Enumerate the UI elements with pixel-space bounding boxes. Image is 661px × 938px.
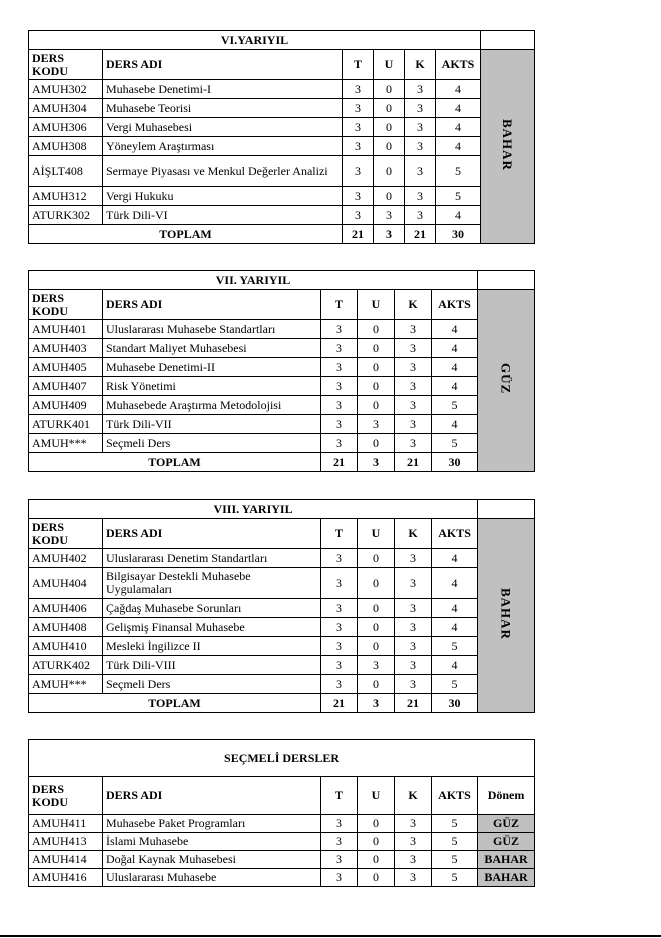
course-u: 0	[358, 377, 395, 396]
course-akts: 4	[432, 358, 478, 377]
course-t: 3	[343, 187, 374, 206]
course-k: 3	[405, 80, 436, 99]
course-k: 3	[395, 815, 432, 833]
header-name: DERS ADI	[103, 519, 321, 549]
course-t: 3	[321, 549, 358, 568]
course-name: Sermaye Piyasası ve Menkul Değerler Analizi	[103, 156, 343, 187]
course-akts: 4	[432, 656, 478, 675]
course-u: 0	[358, 358, 395, 377]
electives-table	[28, 739, 535, 887]
table-row	[29, 377, 535, 396]
course-u: 0	[358, 549, 395, 568]
course-k: 3	[405, 156, 436, 187]
table-row	[29, 339, 535, 358]
course-name: Muhasebe Denetimi-I	[103, 80, 343, 99]
header-donem: Dönem	[478, 777, 535, 815]
header-u: U	[358, 519, 395, 549]
header-u: U	[358, 777, 395, 815]
table-row	[29, 434, 535, 453]
course-t: 3	[343, 80, 374, 99]
course-t: 3	[321, 320, 358, 339]
course-t: 3	[321, 637, 358, 656]
course-k: 3	[395, 415, 432, 434]
course-name: İslami Muhasebe	[103, 833, 321, 851]
course-name: Uluslararası Muhasebe Standartları	[103, 320, 321, 339]
course-k: 3	[395, 396, 432, 415]
course-name: Türk Dili-VIII	[103, 656, 321, 675]
course-k: 3	[395, 637, 432, 656]
course-code: AMUH302	[29, 80, 103, 99]
table-row	[29, 869, 535, 887]
course-akts: 4	[432, 339, 478, 358]
header-t: T	[321, 777, 358, 815]
course-t: 3	[321, 358, 358, 377]
semester-8-table	[28, 499, 535, 713]
course-code: AMUH416	[29, 869, 103, 887]
course-k: 3	[395, 320, 432, 339]
header-u: U	[358, 290, 395, 320]
course-code: AMUH414	[29, 851, 103, 869]
total-t: 21	[321, 453, 358, 472]
total-u: 3	[358, 694, 395, 713]
course-u: 0	[374, 187, 405, 206]
table-row	[29, 618, 535, 637]
course-name: Muhasebe Denetimi-II	[103, 358, 321, 377]
season-label: BAHAR	[481, 50, 535, 244]
total-akts: 30	[436, 225, 481, 244]
total-row	[29, 694, 535, 713]
course-akts: 4	[432, 618, 478, 637]
course-code: AMUH304	[29, 99, 103, 118]
course-u: 0	[358, 568, 395, 599]
course-k: 3	[395, 618, 432, 637]
course-akts: 5	[436, 156, 481, 187]
semester-7-table	[28, 270, 535, 472]
electives-title: SEÇMELİ DERSLER	[29, 740, 535, 777]
course-code: AMUH410	[29, 637, 103, 656]
course-u: 3	[374, 206, 405, 225]
total-t: 21	[343, 225, 374, 244]
course-akts: 5	[432, 396, 478, 415]
course-donem: GÜZ	[478, 833, 535, 851]
header-k: K	[395, 519, 432, 549]
total-akts: 30	[432, 694, 478, 713]
course-name: Bilgisayar Destekli Muhasebe Uygulamaları	[103, 568, 321, 599]
total-u: 3	[374, 225, 405, 244]
course-u: 0	[358, 339, 395, 358]
course-t: 3	[321, 833, 358, 851]
table-row	[29, 815, 535, 833]
course-u: 3	[358, 656, 395, 675]
table-row	[29, 320, 535, 339]
course-code: AMUH312	[29, 187, 103, 206]
table-row	[29, 396, 535, 415]
course-name: Mesleki İngilizce II	[103, 637, 321, 656]
course-u: 0	[358, 434, 395, 453]
header-akts: AKTS	[432, 777, 478, 815]
course-t: 3	[321, 599, 358, 618]
course-akts: 4	[436, 137, 481, 156]
total-akts: 30	[432, 453, 478, 472]
course-t: 3	[321, 675, 358, 694]
course-k: 3	[395, 833, 432, 851]
course-u: 0	[374, 80, 405, 99]
header-k: K	[405, 50, 436, 80]
course-t: 3	[321, 396, 358, 415]
table-row	[29, 675, 535, 694]
page-bottom-rule	[0, 935, 661, 937]
course-code: AMUH***	[29, 675, 103, 694]
course-name: Doğal Kaynak Muhasebesi	[103, 851, 321, 869]
course-t: 3	[321, 434, 358, 453]
course-k: 3	[395, 568, 432, 599]
course-u: 0	[358, 396, 395, 415]
course-t: 3	[321, 377, 358, 396]
total-label: TOPLAM	[29, 225, 343, 244]
table-row	[29, 549, 535, 568]
table-row	[29, 137, 535, 156]
course-code: ATURK402	[29, 656, 103, 675]
course-akts: 5	[432, 637, 478, 656]
season-label: GÜZ	[478, 290, 535, 472]
course-k: 3	[395, 549, 432, 568]
course-donem: GÜZ	[478, 815, 535, 833]
total-label: TOPLAM	[29, 694, 321, 713]
course-u: 0	[374, 99, 405, 118]
course-name: Standart Maliyet Muhasebesi	[103, 339, 321, 358]
course-k: 3	[395, 434, 432, 453]
table-row	[29, 568, 535, 599]
semester-8-title: VIII. YARIYIL	[29, 500, 478, 519]
course-akts: 4	[432, 549, 478, 568]
course-u: 0	[358, 815, 395, 833]
course-code: AMUH***	[29, 434, 103, 453]
course-k: 3	[395, 377, 432, 396]
total-row	[29, 453, 535, 472]
total-k: 21	[395, 694, 432, 713]
header-akts: AKTS	[432, 290, 478, 320]
course-u: 0	[358, 869, 395, 887]
course-name: Gelişmiş Finansal Muhasebe	[103, 618, 321, 637]
course-code: AMUH306	[29, 118, 103, 137]
course-t: 3	[343, 99, 374, 118]
course-akts: 5	[432, 833, 478, 851]
header-code: DERS KODU	[29, 519, 103, 549]
course-u: 0	[358, 833, 395, 851]
course-code: AMUH413	[29, 833, 103, 851]
table-row	[29, 851, 535, 869]
season-label: BAHAR	[478, 519, 535, 713]
header-t: T	[343, 50, 374, 80]
header-k: K	[395, 777, 432, 815]
course-akts: 4	[432, 415, 478, 434]
header-akts: AKTS	[436, 50, 481, 80]
header-t: T	[321, 290, 358, 320]
course-k: 3	[395, 358, 432, 377]
course-k: 3	[395, 869, 432, 887]
course-t: 3	[321, 568, 358, 599]
total-u: 3	[358, 453, 395, 472]
course-code: AMUH408	[29, 618, 103, 637]
course-u: 0	[374, 118, 405, 137]
course-name: Çağdaş Muhasebe Sorunları	[103, 599, 321, 618]
course-code: AMUH308	[29, 137, 103, 156]
course-t: 3	[321, 415, 358, 434]
course-name: Muhasebe Paket Programları	[103, 815, 321, 833]
course-k: 3	[405, 118, 436, 137]
course-t: 3	[321, 869, 358, 887]
course-code: AMUH409	[29, 396, 103, 415]
course-name: Yöneylem Araştırması	[103, 137, 343, 156]
table-row	[29, 156, 535, 187]
course-k: 3	[395, 851, 432, 869]
course-name: Türk Dili-VI	[103, 206, 343, 225]
course-t: 3	[343, 137, 374, 156]
course-k: 3	[405, 187, 436, 206]
course-donem: BAHAR	[478, 869, 535, 887]
semester-6-title: VI.YARIYIL	[29, 31, 481, 50]
course-k: 3	[395, 675, 432, 694]
course-u: 0	[374, 137, 405, 156]
table-row	[29, 833, 535, 851]
course-code: AMUH407	[29, 377, 103, 396]
course-akts: 4	[436, 118, 481, 137]
header-u: U	[374, 50, 405, 80]
course-code: AMUH406	[29, 599, 103, 618]
course-u: 0	[358, 618, 395, 637]
course-akts: 5	[432, 675, 478, 694]
header-name: DERS ADI	[103, 50, 343, 80]
course-akts: 5	[436, 187, 481, 206]
course-akts: 5	[432, 869, 478, 887]
course-code: AMUH404	[29, 568, 103, 599]
header-k: K	[395, 290, 432, 320]
table-row	[29, 415, 535, 434]
course-t: 3	[321, 851, 358, 869]
total-k: 21	[405, 225, 436, 244]
header-name: DERS ADI	[103, 777, 321, 815]
course-akts: 4	[432, 599, 478, 618]
course-name: Uluslararası Muhasebe	[103, 869, 321, 887]
table-row	[29, 637, 535, 656]
course-t: 3	[343, 118, 374, 137]
course-akts: 4	[436, 80, 481, 99]
course-akts: 5	[432, 434, 478, 453]
course-code: AMUH401	[29, 320, 103, 339]
course-code: AMUH403	[29, 339, 103, 358]
course-akts: 4	[436, 206, 481, 225]
course-t: 3	[321, 618, 358, 637]
course-name: Türk Dili-VII	[103, 415, 321, 434]
header-code: DERS KODU	[29, 777, 103, 815]
course-t: 3	[321, 339, 358, 358]
header-code: DERS KODU	[29, 290, 103, 320]
course-t: 3	[343, 156, 374, 187]
course-k: 3	[405, 137, 436, 156]
header-akts: AKTS	[432, 519, 478, 549]
course-name: Vergi Muhasebesi	[103, 118, 343, 137]
course-akts: 4	[432, 568, 478, 599]
course-name: Risk Yönetimi	[103, 377, 321, 396]
course-akts: 4	[432, 320, 478, 339]
course-name: Muhasebe Teorisi	[103, 99, 343, 118]
course-akts: 4	[436, 99, 481, 118]
course-donem: BAHAR	[478, 851, 535, 869]
course-code: AMUH405	[29, 358, 103, 377]
course-code: AİŞLT408	[29, 156, 103, 187]
course-name: Seçmeli Ders	[103, 675, 321, 694]
table-row	[29, 118, 535, 137]
course-u: 0	[358, 320, 395, 339]
course-u: 3	[358, 415, 395, 434]
table-row	[29, 656, 535, 675]
course-code: ATURK302	[29, 206, 103, 225]
course-akts: 5	[432, 851, 478, 869]
course-code: AMUH411	[29, 815, 103, 833]
course-u: 0	[358, 599, 395, 618]
header-t: T	[321, 519, 358, 549]
total-row	[29, 225, 535, 244]
course-u: 0	[358, 675, 395, 694]
total-k: 21	[395, 453, 432, 472]
table-row	[29, 187, 535, 206]
course-name: Uluslararası Denetim Standartları	[103, 549, 321, 568]
semester-7-title: VII. YARIYIL	[29, 271, 478, 290]
course-akts: 4	[432, 377, 478, 396]
course-k: 3	[405, 206, 436, 225]
table-row	[29, 358, 535, 377]
course-u: 0	[374, 156, 405, 187]
table-row	[29, 206, 535, 225]
course-code: AMUH402	[29, 549, 103, 568]
course-code: ATURK401	[29, 415, 103, 434]
course-k: 3	[405, 99, 436, 118]
course-u: 0	[358, 851, 395, 869]
table-row	[29, 599, 535, 618]
total-label: TOPLAM	[29, 453, 321, 472]
course-k: 3	[395, 656, 432, 675]
table-row	[29, 99, 535, 118]
table-row	[29, 80, 535, 99]
course-t: 3	[321, 815, 358, 833]
course-k: 3	[395, 599, 432, 618]
course-name: Muhasebede Araştırma Metodolojisi	[103, 396, 321, 415]
course-t: 3	[321, 656, 358, 675]
course-akts: 5	[432, 815, 478, 833]
semester-6-table	[28, 30, 535, 244]
course-t: 3	[343, 206, 374, 225]
course-u: 0	[358, 637, 395, 656]
course-name: Seçmeli Ders	[103, 434, 321, 453]
header-name: DERS ADI	[103, 290, 321, 320]
course-name: Vergi Hukuku	[103, 187, 343, 206]
total-t: 21	[321, 694, 358, 713]
header-code: DERS KODU	[29, 50, 103, 80]
course-k: 3	[395, 339, 432, 358]
